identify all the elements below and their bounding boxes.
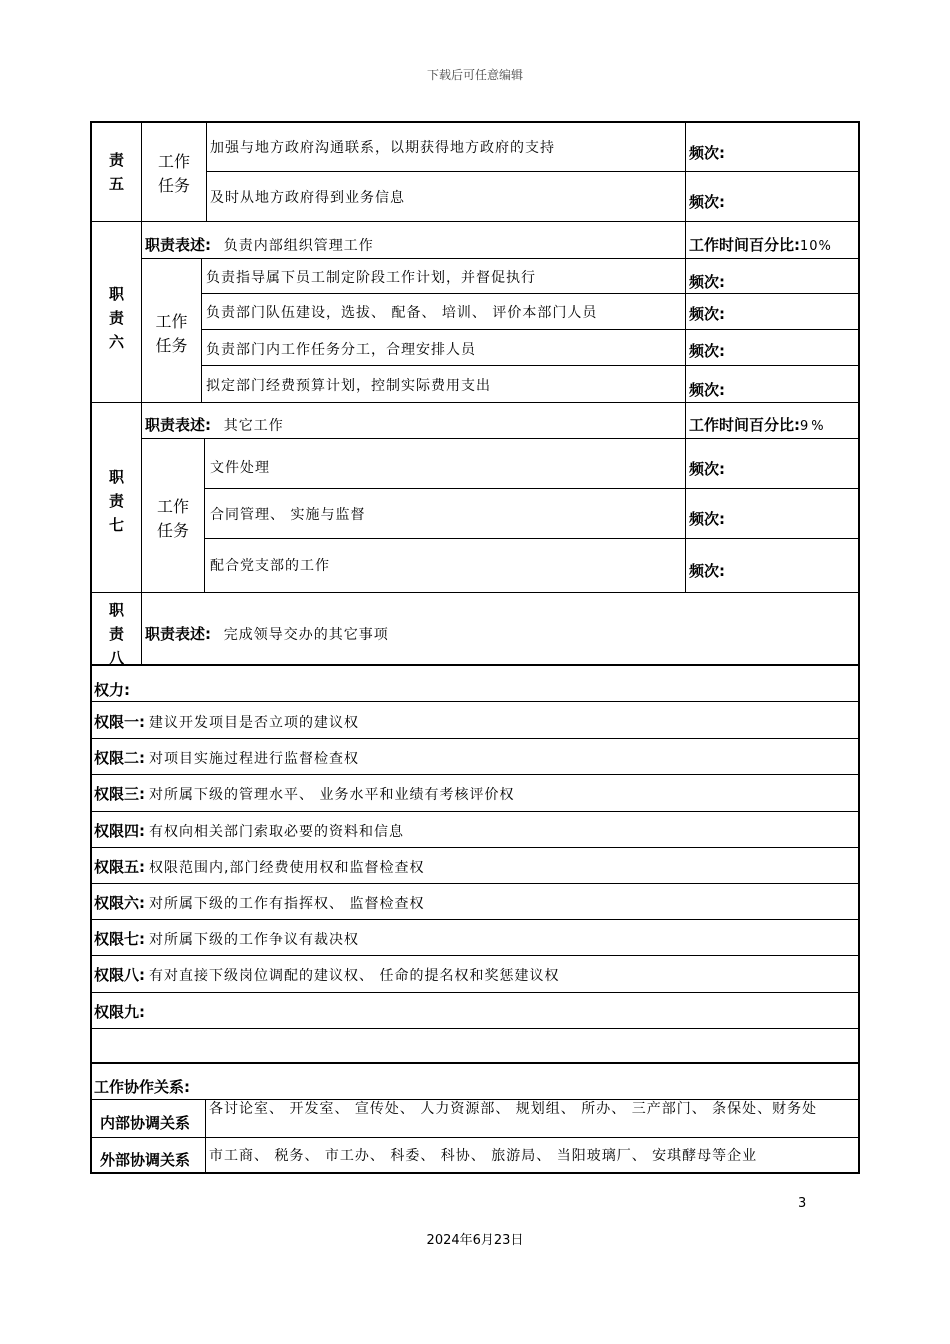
power-row	[94, 964, 559, 985]
duty7-freq-1: 频次:	[689, 460, 725, 478]
duty7-task-1: 文件处理	[210, 460, 270, 476]
duty6-task-1: 负责指导属下员工制定阶段工作计划，并督促执行	[206, 270, 536, 286]
power-label: 权限三:	[94, 785, 145, 803]
internal-label: 内部协调关系	[100, 1114, 191, 1132]
power-row	[94, 783, 514, 804]
duty7-task-2: 合同管理、 实施与监督	[210, 507, 366, 523]
duty8-description-row	[145, 623, 389, 644]
duty5-freq-1: 频次:	[689, 144, 725, 162]
power-label: 权限四:	[94, 822, 145, 840]
duty5-task-2: 及时从地方政府得到业务信息	[210, 190, 405, 206]
external-text: 市工商、 税务、 市工办、 科委、 科协、 旅游局、 当阳玻璃厂、 安琪酵母等企业	[209, 1148, 758, 1164]
duty5-freq-2: 频次:	[689, 193, 725, 211]
duty6-task-4: 拟定部门经费预算计划，控制实际费用支出	[206, 378, 491, 394]
page-header: 下载后可任意编辑	[426, 68, 523, 82]
duty8-name: 职 责 八	[108, 601, 124, 667]
duty7-pct-label: 工作时间百分比:	[689, 416, 800, 434]
duty6-freq-4: 频次:	[689, 381, 725, 399]
duty5-task-1: 加强与地方政府沟通联系，以期获得地方政府的支持	[210, 140, 555, 156]
power-text: 有权向相关部门索取必要的资料和信息	[149, 824, 404, 840]
external-label: 外部协调关系	[100, 1151, 191, 1169]
power-label: 权限八:	[94, 966, 145, 984]
duty8-description: 完成领导交办的其它事项	[223, 627, 389, 643]
power-text: 权限范围内,部门经费使用权和监督检查权	[149, 860, 425, 876]
duty6-freq-3: 频次:	[689, 342, 725, 360]
power-text: 对所属下级的工作有指挥权、 监督检查权	[149, 896, 425, 912]
duty7-freq-3: 频次:	[689, 562, 725, 580]
duty7-name: 职 责 七	[108, 468, 124, 534]
internal-text: 各讨论室、 开发室、 宣传处、 人力资源部、 规划组、 所办、 三产部门、 条保处、财务处	[209, 1101, 818, 1117]
duty6-task-2: 负责部门队伍建设，选拔、 配备、 培训、 评价本部门人员	[206, 305, 598, 321]
powers-title: 权力:	[94, 681, 130, 699]
duty6-pct-label: 工作时间百分比:	[689, 236, 800, 254]
power-row	[94, 928, 359, 949]
power-label: 权限九:	[94, 1003, 145, 1021]
power-text: 对所属下级的工作争议有裁决权	[149, 932, 359, 948]
duty6-freq-1: 频次:	[689, 273, 725, 291]
duty6-desc-label: 职责表述:	[145, 236, 211, 254]
duty6-percent-row	[689, 234, 832, 255]
duty7-percent-row	[689, 414, 827, 435]
footer-date: 2024年6月23日	[426, 1233, 524, 1248]
power-row	[94, 892, 424, 913]
duty6-name: 职 责 六	[108, 285, 124, 351]
power-row	[94, 711, 359, 732]
duty7-description-row	[145, 414, 284, 435]
power-label: 权限六:	[94, 894, 145, 912]
duty5-task-label: 工作 任务	[157, 152, 190, 195]
power-row	[94, 1001, 149, 1022]
page-number: 3	[798, 1196, 807, 1211]
collab-title: 工作协作关系:	[94, 1078, 190, 1096]
duty6-task-label: 工作 任务	[155, 312, 188, 355]
power-label: 权限五:	[94, 858, 145, 876]
duty6-task-3: 负责部门内工作任务分工，合理安排人员	[206, 342, 476, 358]
power-text: 有对直接下级岗位调配的建议权、 任命的提名权和奖惩建议权	[149, 968, 560, 984]
duty6-description-row	[145, 234, 374, 255]
duty7-freq-2: 频次:	[689, 510, 725, 528]
power-text: 建议开发项目是否立项的建议权	[149, 715, 359, 731]
power-row	[94, 856, 424, 877]
duty8-desc-label: 职责表述:	[145, 625, 211, 643]
power-label: 权限一:	[94, 713, 145, 731]
power-row	[94, 820, 404, 841]
power-text: 对所属下级的管理水平、 业务水平和业绩有考核评价权	[149, 787, 515, 803]
power-label: 权限二:	[94, 749, 145, 767]
duty7-percent: 9%	[800, 419, 827, 434]
duty7-desc-label: 职责表述:	[145, 416, 211, 434]
duty7-task-label: 工作 任务	[156, 497, 189, 540]
duty6-freq-2: 频次:	[689, 305, 725, 323]
duty6-percent: 10%	[800, 239, 832, 254]
duty7-description: 其它工作	[223, 418, 284, 434]
duty7-task-3: 配合党支部的工作	[210, 558, 330, 574]
duty5-name: 责 五	[108, 151, 124, 193]
duty6-description: 负责内部组织管理工作	[223, 238, 374, 254]
power-text: 对项目实施过程进行监督检查权	[149, 751, 359, 767]
power-row	[94, 747, 359, 768]
power-label: 权限七:	[94, 930, 145, 948]
